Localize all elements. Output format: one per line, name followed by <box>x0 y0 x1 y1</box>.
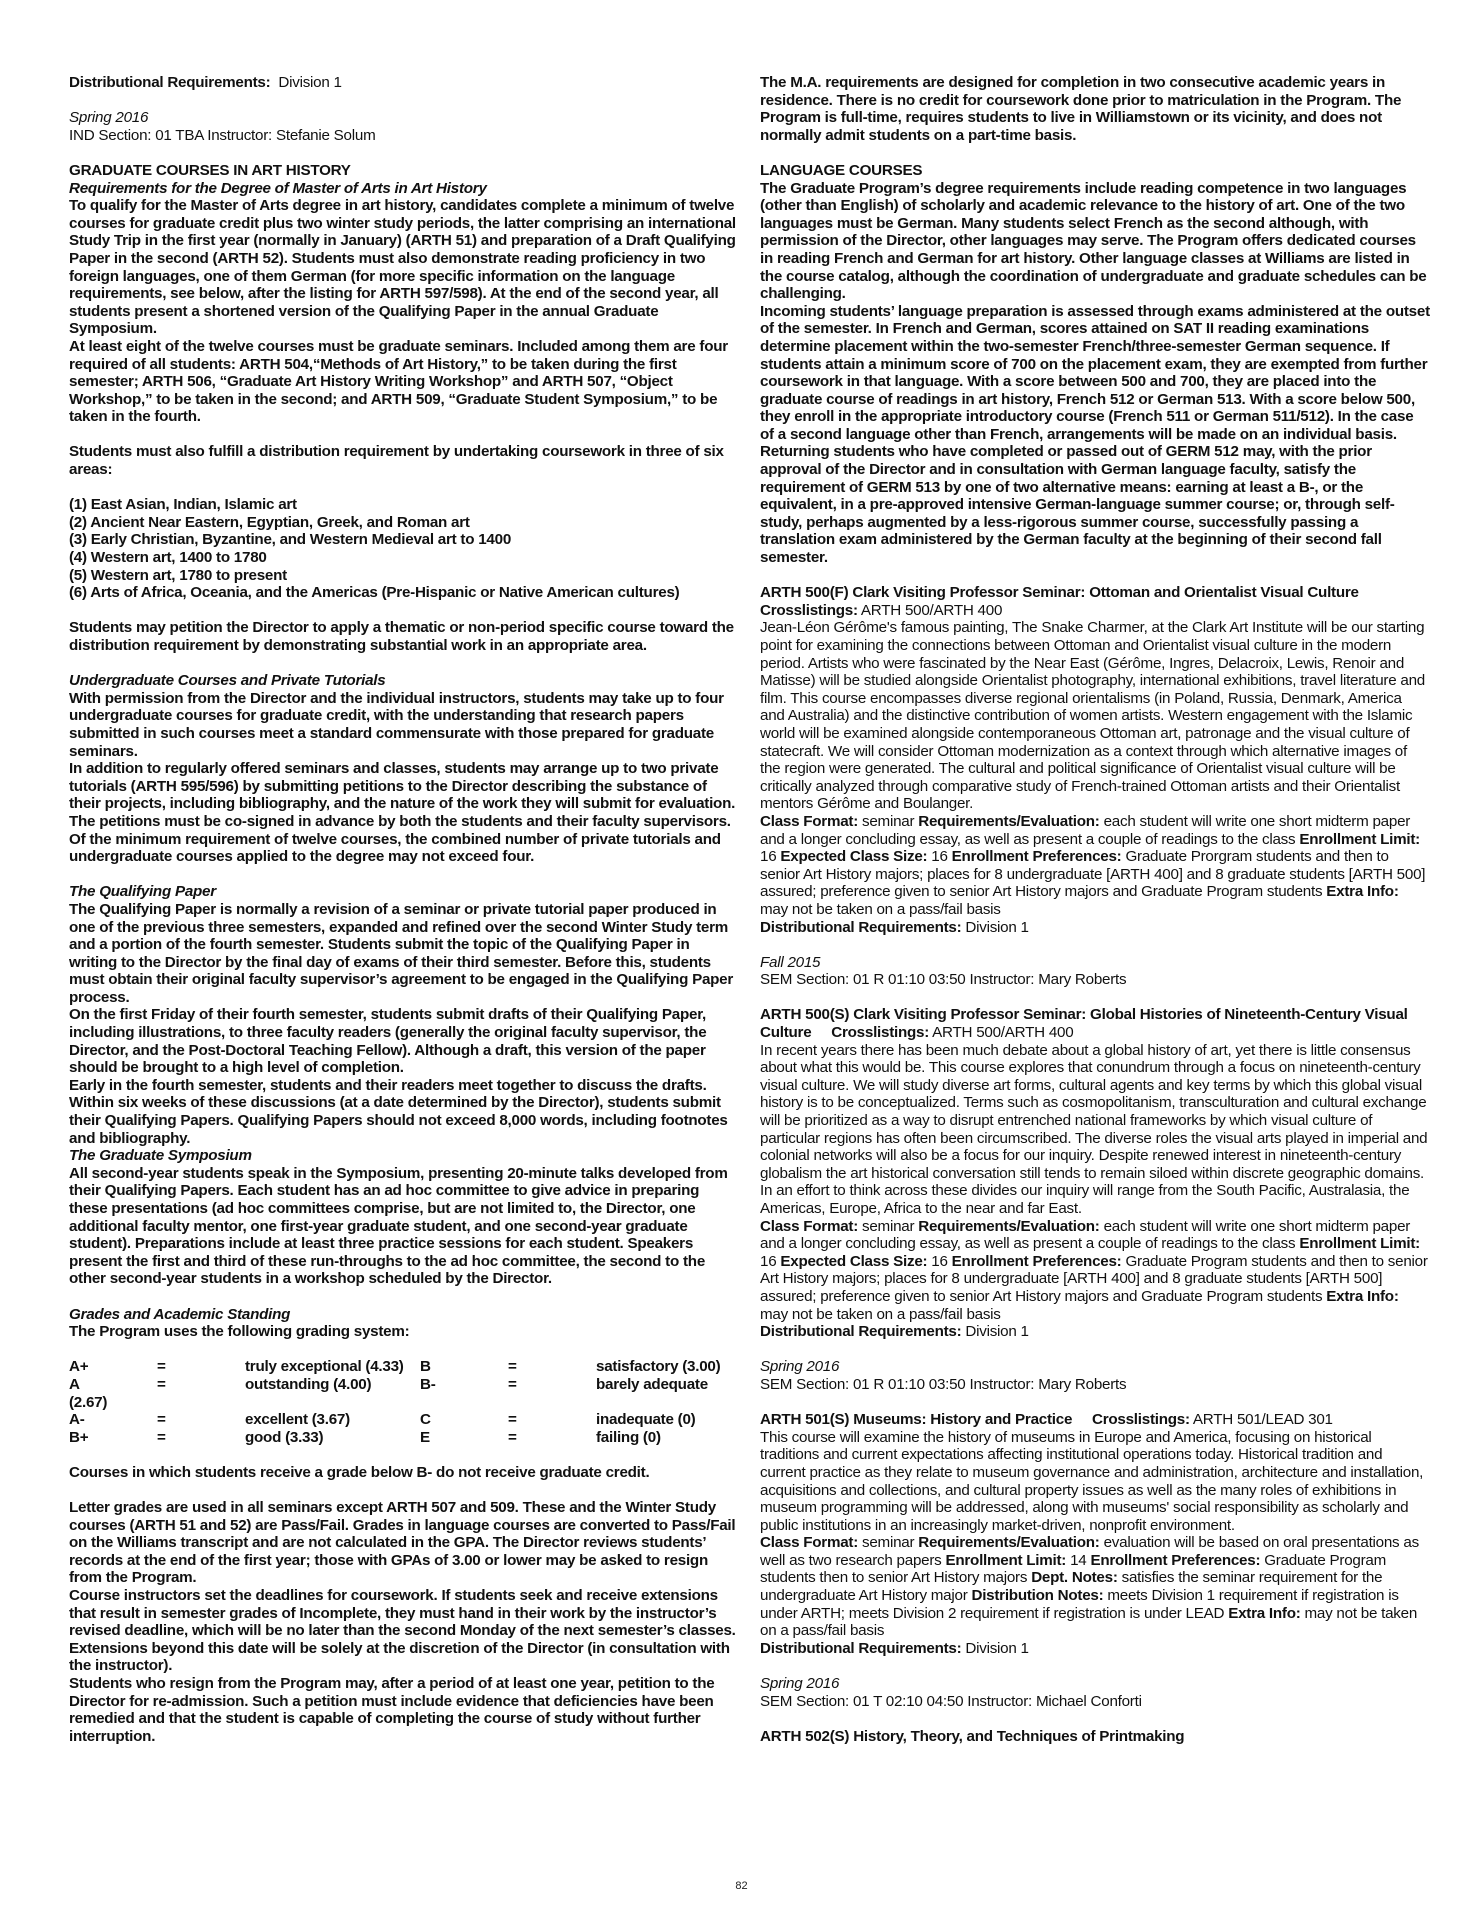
paragraph: Of the minimum requirement of twelve courses, the combined number of private tutorials and undergraduate courses applied to the degree may not exceed four. <box>69 830 721 866</box>
paragraph: To qualify for the Master of Arts degree in art history, candidates complete a minimum of twelve courses for graduate credit plus two winter study periods, the latter comprising an international Study Trip in the first year (normally in January) (ARTH 51) and preparation of a Draft Qualifying Paper in the second (ARTH 52). Students must also demonstrate reading proficiency in two foreign languages, one of them German (for more specific information on the language requirements, see below, after the listing for ARTH 597/598). At the end of the second year, all students present a shortened version of the Qualifying Paper in the annual Graduate Symposium. <box>69 197 736 338</box>
detail-label: Enrollment Limit: <box>945 1551 1067 1569</box>
course-title: ARTH 500(F) Clark Visiting Professor Seminar: Ottoman and Orientalist Visual Culture <box>760 584 1359 602</box>
grade-cell: B- <box>420 1375 436 1393</box>
detail-value: 16 <box>760 1252 781 1270</box>
dist-req-line <box>69 74 739 92</box>
grade-cell: B <box>420 1358 431 1376</box>
grade-row <box>69 1358 739 1376</box>
grade-cell: inadequate (0) <box>596 1411 696 1429</box>
detail-label: Class Format: <box>760 1217 859 1235</box>
section-heading: GRADUATE COURSES IN ART HISTORY <box>69 161 351 179</box>
grade-table <box>69 1358 739 1446</box>
paragraph: Course instructors set the deadlines for coursework. If students seek and receive extensions that result in semester grades of Incomplete, they must hand in their work by the instructor’s revised deadline, which will be no later than the second Monday of the next semester’s classes. Extensions beyond this date will be solely at the discretion of the Director (in consultation with the instructor). <box>69 1587 736 1675</box>
term-label: Spring 2016 <box>760 1675 840 1693</box>
grade-cell: = <box>157 1375 166 1393</box>
paragraph: In addition to regularly offered seminars and classes, students may arrange up to two private tutorials (ARTH 595/596) by submitting petitions to the Director describing the substance of their projects, including bibliography, and the nature of the work they will submit for evaluation. The petitions must be co-signed in advance by both the students and their faculty supervisors. <box>69 760 736 830</box>
area-item: (5) Western art, 1780 to present <box>69 566 287 584</box>
dist-req-value: Division 1 <box>278 74 342 91</box>
detail-label: Enrollment Limit: <box>1299 1235 1420 1253</box>
detail-label: Enrollment Limit: <box>1299 830 1420 848</box>
grade-cell: E <box>420 1428 430 1446</box>
crosslistings-value: ARTH 500/ARTH 400 <box>857 601 1003 619</box>
course-description: This course will examine the history of museums in Europe and America, focusing on historical traditions and current expectations affecting institutional operations today. Historical tradition and current practice as they relate to museum governance and administration, architecture and installation, acquisitions and collections, and cultural property issues as well as the many roles of exhibitions in museum programming will be addressed, along with museums' social responsibility as scholarly and public institutions in an increasingly market-driven, nonprofit environment. <box>760 1428 1424 1534</box>
dist-req-line <box>760 1323 1430 1341</box>
grade-cell: A+ <box>69 1358 89 1376</box>
crosslistings-label: Crosslistings: <box>760 601 858 619</box>
dist-req-label: Distributional Requirements: <box>760 1639 962 1657</box>
section-heading: LANGUAGE COURSES <box>760 161 923 179</box>
left-column <box>69 74 739 1745</box>
course-entry <box>760 1006 1430 1393</box>
detail-label: Requirements/Evaluation: <box>918 1534 1100 1552</box>
paragraph: The Program uses the following grading system: <box>69 1323 410 1341</box>
grade-cell: good (3.33) <box>245 1428 324 1446</box>
detail-value: seminar <box>858 1217 919 1235</box>
detail-label: Enrollment Preferences: <box>1090 1551 1261 1569</box>
section-line: SEM Section: 01 T 02:10 04:50 Instructor: Michael Conforti <box>760 1692 1142 1710</box>
grade-row <box>69 1429 739 1447</box>
course-title <box>760 1411 1430 1429</box>
section-line: SEM Section: 01 R 01:10 03:50 Instructor: Mary Roberts <box>760 971 1127 989</box>
course-title <box>760 1006 1430 1041</box>
paragraph: At least eight of the twelve courses must be graduate seminars. Included among them are four required of all students: ARTH 504,“Methods of Art History,” to be taken during the first semester; ARTH 506, “Graduate Art History Writing Workshop” and ARTH 507, “Object Workshop,” to be taken in the second; and ARTH 509, “Graduate Student Symposium,” to be taken in the fourth. <box>69 337 728 426</box>
paragraph: With permission from the Director and the individual instructors, students may take up to four undergraduate courses for graduate credit, with the understanding that research papers submitted in such courses meet a standard commensurate with those prepared for graduate seminars. <box>69 689 724 760</box>
course-details <box>760 1534 1430 1640</box>
detail-value: seminar <box>858 812 919 830</box>
term-label: Spring 2016 <box>69 109 149 127</box>
area-item: (1) East Asian, Indian, Islamic art <box>69 496 297 514</box>
subheading: The Qualifying Paper <box>69 883 216 901</box>
grade-cell: = <box>157 1428 166 1446</box>
paragraph: Students may petition the Director to apply a thematic or non-period specific course toward the distribution requirement by demonstrating substantial work in an appropriate area. <box>69 619 734 654</box>
grade-cell: truly exceptional (4.33) <box>245 1358 404 1376</box>
course-description: In recent years there has been much debate about a global history of art, yet there is little consensus about what this would be. This course explores that conundrum through a focus on nineteenth-century visual culture. We will study diverse art forms, cultural agents and key terms by which this global visual history is to be conceptualized. Terms such as cosmopolitanism, transculturation and cultural exchange will be prioritized as a way to disrupt entrenched national frameworks by which visual culture of particular regions has often been circumscribed. The diverse roles the visual arts played in imperial and colonial networks will also be a focus for our inquiry. Despite renewed interest in nineteenth-century globalism the art historical conversation still tends to remain siloed within discrete geographic domains. In an effort to think across these divides our inquiry will range from the South Pacific, Australasia, the Americas, Europe, Africa to the near and far East. <box>760 1041 1428 1217</box>
subheading: Requirements for the Degree of Master of Arts in Art History <box>69 179 487 197</box>
grade-cell: outstanding (4.00) <box>245 1375 372 1393</box>
crosslistings-label: Crosslistings: <box>831 1024 930 1042</box>
dist-req-line <box>760 1640 1430 1658</box>
detail-label: Expected Class Size: <box>780 848 928 866</box>
paragraph: Courses in which students receive a grade below B- do not receive graduate credit. <box>69 1463 650 1481</box>
area-item: (6) Arts of Africa, Oceania, and the Americas (Pre-Hispanic or Native American cultures) <box>69 584 680 602</box>
detail-value: 16 <box>927 1252 952 1270</box>
subheading: Undergraduate Courses and Private Tutorials <box>69 672 386 690</box>
course-title-text: ARTH 500(S) Clark Visiting Professor Seminar: Global Histories of Nineteenth-Century Visual Culture <box>760 1006 1408 1042</box>
grade-cell: barely adequate <box>596 1375 708 1393</box>
course-details <box>760 1218 1430 1324</box>
detail-value: evaluation will be based on oral presentations as well as two research papers <box>760 1534 1419 1569</box>
paragraph: The Graduate Program’s degree requirements include reading competence in two languages (other than English) of scholarly and academic relevance to the history of art. One of the two languages must be German. Many students select French as the second although, with permission of the Director, other languages may serve. The Program offers dedicated courses in reading French and German for art history. Other language classes at Williams are listed in the course catalog, although the coordination of undergraduate and graduate schedules can be challenging. <box>760 179 1427 303</box>
paragraph: Students must also fulfill a distribution requirement by undertaking coursework in three of six areas: <box>69 443 724 479</box>
paragraph: Returning students who have completed or passed out of GERM 512 may, with the prior approval of the Director and in consultation with German language faculty, satisfy the requirement of GERM 513 by one of two alternative means: earning at least a B-, or the equivalent, in a pre-approved intensive German-language summer course; or, through self-study, perhaps augmented by a less-rigorous summer course, successfully passing a translation exam administered by the German faculty at the beginning of their second fall semester. <box>760 443 1395 567</box>
course-title: ARTH 502(S) History, Theory, and Techniques of Printmaking <box>760 1727 1185 1745</box>
paragraph: The Qualifying Paper is normally a revision of a seminar or private tutorial paper produced in one of the previous three semesters, expanded and refined over the second Winter Study term and a portion of the fourth semester. Students submit the topic of the Qualifying Paper in writing to the Director by the final day of exams of their third semester. Before this, students must obtain their original faculty supervisor’s agreement to be engaged in the Qualifying Paper process. <box>69 900 734 1006</box>
course-entry <box>760 1411 1430 1710</box>
subheading: Grades and Academic Standing <box>69 1305 291 1323</box>
detail-value: may not be taken on a pass/fail basis <box>760 1604 1418 1640</box>
detail-label: Enrollment Preferences: <box>951 848 1122 866</box>
area-item: (4) Western art, 1400 to 1780 <box>69 549 267 567</box>
grade-cell: = <box>157 1411 166 1429</box>
grade-row <box>69 1376 739 1394</box>
paragraph: Incoming students’ language preparation is assessed through exams administered at the outset of the semester. In French and German, scores attained on SAT II reading examinations determine placement within the two-semester French/three-semester German sequence. If students attain a minimum score of 700 on the placement exam, they are exempted from further coursework in that language. With a score between 500 and 700, they are placed into the graduate course of readings in art history, French 512 or German 513. With a score below 500, they enroll in the appropriate introductory course (French 511 or German 511/512). In the case of a second language other than French, arrangements will be made on an individual basis. <box>760 302 1430 443</box>
section-line: SEM Section: 01 R 01:10 03:50 Instructor: Mary Roberts <box>760 1375 1127 1393</box>
dist-req-value: Division 1 <box>961 1323 1029 1341</box>
paragraph: Letter grades are used in all seminars except ARTH 507 and 509. These and the Winter Study courses (ARTH 51 and 52) are Pass/Fail. Grades in language courses are converted to Pass/Fail on the Williams transcript and are not calculated in the GPA. The Director reviews students’ records at the end of the first year; those with GPAs of 3.00 or lower may be asked to resign from the Program. <box>69 1499 736 1587</box>
grade-cell: = <box>508 1411 517 1429</box>
grade-cell: = <box>508 1375 517 1393</box>
term-label: Fall 2015 <box>760 953 821 971</box>
dist-req-label: Distributional Requirements: <box>760 918 962 936</box>
detail-label: Extra Info: <box>1326 883 1399 901</box>
detail-label: Extra Info: <box>1326 1287 1399 1305</box>
paragraph: All second-year students speak in the Symposium, presenting 20-minute talks developed from their Qualifying Papers. Each student has an ad hoc committee to give advice in preparing these presentations (ad hoc committees comprise, but are not limited to, the Director, one additional faculty mentor, one first-year graduate student, and one second-year graduate student). Preparations include at least three practice sessions for each student. Speakers present the first and third of these run-throughs to the ad hoc committee, the second to the other second-year students in a workshop scheduled by the Director. <box>69 1164 728 1288</box>
grade-cell: A <box>69 1375 80 1393</box>
grade-row <box>69 1394 739 1412</box>
grade-cell: = <box>508 1428 517 1446</box>
course-description: Jean-Léon Gérôme's famous painting, The Snake Charmer, at the Clark Art Institute will be our starting point for examining the connections between Ottoman and Orientalist visual culture in the modern period. Artists who were fascinated by the Near East (Gérôme, Ingres, Delacroix, Lewis, Renoir and Matisse) will be studied alongside Orientalist photography, international exhibitions, travel literature and film. This course encompasses diverse regional orientalisms (in Poland, Russia, Denmark, America and Australia) and the distinctive contribution of women artists. Western engagement with the Islamic world will be examined alongside contemporaneous Ottoman art, patronage and the visual culture of statecraft. We will consider Ottoman modernization as a context through which alternative images of the region were generated. The cultural and political significance of Orientalist visual culture will be critically analyzed through comparative study of French-trained Ottoman artists and their Orientalist mentors Gérôme and Boulanger. <box>760 619 1425 813</box>
grade-cell: (2.67) <box>69 1393 108 1411</box>
grade-cell: = <box>157 1358 166 1376</box>
detail-value: seminar <box>858 1534 919 1552</box>
term-label: Spring 2016 <box>760 1358 840 1376</box>
detail-value: may not be taken on a pass/fail basis <box>760 900 1001 918</box>
detail-label: Requirements/Evaluation: <box>918 812 1100 830</box>
detail-label: Requirements/Evaluation: <box>918 1217 1100 1235</box>
detail-value: 16 <box>927 848 952 866</box>
section-line: IND Section: 01 TBA Instructor: Stefanie Solum <box>69 126 376 144</box>
grade-cell: satisfactory (3.00) <box>596 1358 721 1376</box>
detail-value: 16 <box>760 848 781 866</box>
grade-cell: A- <box>69 1411 85 1429</box>
detail-value: meets Division 1 requirement if registration is under ARTH; meets Division 2 requirement if registration is under LEAD <box>760 1587 1399 1622</box>
area-item: (3) Early Christian, Byzantine, and Western Medieval art to 1400 <box>69 531 512 549</box>
crosslistings-label: Crosslistings: <box>1072 1411 1190 1429</box>
detail-value: each student will write one short midterm paper and a longer concluding essay, as well as present a couple of readings to the class <box>760 1217 1411 1253</box>
detail-label: Extra Info: <box>1228 1604 1301 1622</box>
paragraph: The M.A. requirements are designed for completion in two consecutive academic years in residence. There is no credit for coursework done prior to matriculation in the Program. The Program is full-time, requires students to live in Williamstown or its vicinity, and does not normally admit students on a part-time basis. <box>760 74 1402 144</box>
dist-req-label: Distributional Requirements: <box>760 1323 962 1341</box>
crosslistings-value: ARTH 501/LEAD 301 <box>1189 1411 1333 1429</box>
detail-value: Graduate Program students then to senior Art History majors <box>760 1551 1386 1587</box>
grade-cell: excellent (3.67) <box>245 1411 350 1429</box>
grade-cell: failing (0) <box>596 1428 661 1446</box>
detail-label: Expected Class Size: <box>780 1252 928 1270</box>
crosslistings-value: ARTH 500/ARTH 400 <box>929 1024 1074 1042</box>
detail-label: Dept. Notes: <box>1031 1569 1118 1587</box>
grade-row <box>69 1411 739 1429</box>
detail-value: may not be taken on a pass/fail basis <box>760 1305 1001 1323</box>
detail-label: Class Format: <box>760 1534 859 1552</box>
subheading: The Graduate Symposium <box>69 1147 252 1165</box>
course-title-text: ARTH 501(S) Museums: History and Practice <box>760 1411 1073 1429</box>
dist-req-value: Division 1 <box>961 918 1029 936</box>
dist-req-value: Division 1 <box>961 1639 1029 1657</box>
paragraph: Early in the fourth semester, students and their readers meet together to discuss the drafts. Within six weeks of these discussions (at a date determined by the Director), students submit their Qualifying Papers. Qualifying Papers should not exceed 8,000 words, including footnotes and bibliography. <box>69 1076 728 1147</box>
detail-value: Graduate Prorgram students and then to senior Art History majors; places for 8 undergraduate [ARTH 400] and 8 graduate students [ARTH 500] assured; preference given to senior Art History majors and Graduate Program students <box>760 848 1426 901</box>
areas-list <box>69 496 739 602</box>
course-entry <box>760 584 1430 989</box>
detail-label: Enrollment Preferences: <box>951 1252 1122 1270</box>
detail-label: Class Format: <box>760 812 859 830</box>
paragraph: On the first Friday of their fourth semester, students submit drafts of their Qualifying Paper, including illustrations, to three faculty readers (generally the original faculty supervisor, the Director, and the Post-Doctoral Teaching Fellow). Although a draft, this version of the paper should be brought to a high level of completion. <box>69 1006 707 1077</box>
page-number: 82 <box>735 1880 748 1892</box>
grade-cell: B+ <box>69 1428 89 1446</box>
paragraph: Students who resign from the Program may, after a period of at least one year, petition to the Director for re-admission. Such a petition must include evidence that deficiencies have been remedied and that the student is capable of completing the course of study without further interruption. <box>69 1675 715 1745</box>
right-column <box>760 74 1430 1745</box>
dist-req-label: Distributional Requirements: <box>69 74 271 91</box>
detail-value: each student will write one short midterm paper and a longer concluding essay, as well as present a couple of readings to the class <box>760 812 1411 848</box>
dist-req-line <box>760 919 1430 937</box>
course-details <box>760 813 1430 919</box>
area-item: (2) Ancient Near Eastern, Egyptian, Greek, and Roman art <box>69 513 470 531</box>
crosslistings-line <box>760 602 1430 620</box>
detail-label: Distribution Notes: <box>971 1587 1104 1605</box>
detail-value: Graduate Program students and then to senior Art History majors; places for 8 undergraduate [ARTH 400] and 8 graduate students [ARTH 500] assured; preference given to senior Art History majors and Graduate Program students <box>760 1252 1428 1305</box>
detail-value: satisfies the seminar requirement for the undergraduate Art History major <box>760 1569 1383 1605</box>
grade-cell: = <box>508 1358 517 1376</box>
grade-cell: C <box>420 1411 431 1429</box>
detail-value: 14 <box>1066 1551 1091 1569</box>
